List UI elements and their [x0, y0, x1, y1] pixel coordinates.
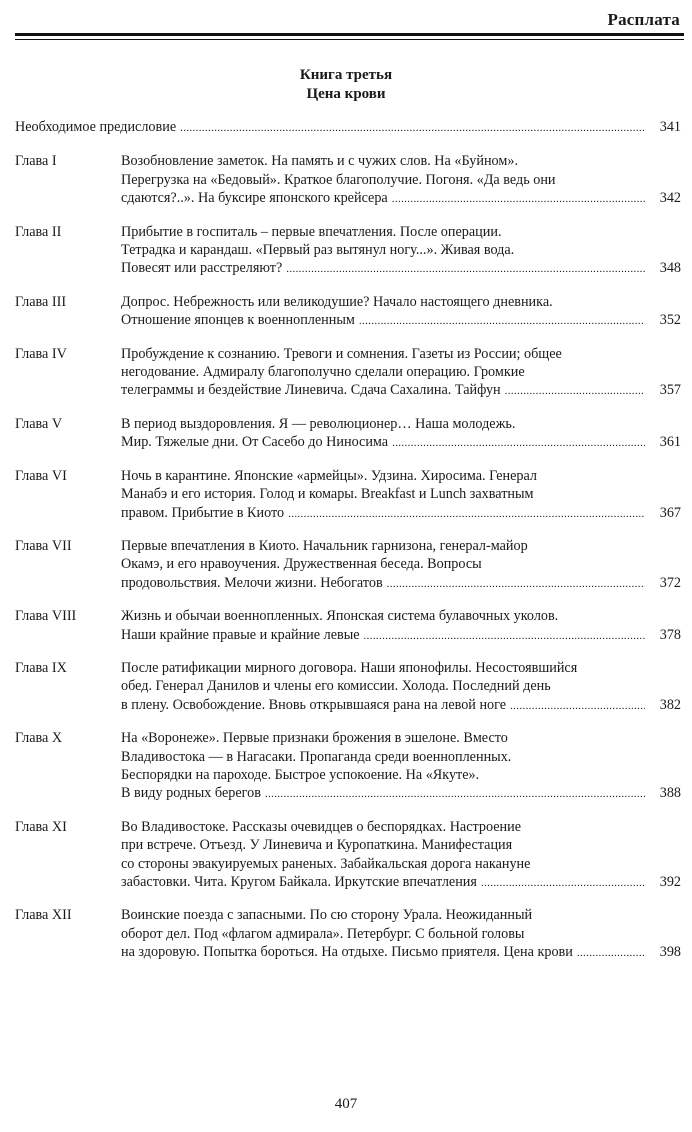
toc-entry-preface — [15, 118, 681, 137]
chapter-summary-line: забастовки. Чита. Кругом Байкала. Иркутские впечатления — [121, 874, 477, 890]
toc-entry-chapter — [15, 345, 681, 401]
chapter-summary-line: Повесят или расстреляют? — [121, 260, 283, 277]
book-number: Книга третья — [299, 67, 393, 83]
chapter-label: Глава XI — [15, 818, 67, 835]
chapter-contents — [121, 818, 681, 893]
chapter-summary-line: Мир. Тяжелые дни. От Сасебо до Ниносима — [121, 434, 389, 451]
book-title: Цена крови — [306, 86, 386, 102]
toc-entry-chapter — [15, 152, 681, 208]
dot-leader — [265, 785, 645, 803]
toc-entry-chapter — [15, 415, 681, 453]
chapter-contents — [121, 729, 681, 804]
chapter-summary-line: После ратификации мирного договора. Наши японофилы. Несостоявшийся — [121, 659, 578, 676]
chapter-summary-line: В период выздоровления. Я — революционер… Наша молодежь. — [121, 415, 516, 432]
chapter-label: Глава XII — [15, 907, 72, 924]
chapter-summary-last-line — [121, 311, 681, 330]
chapter-summary-line: Допрос. Небрежность или великодушие? Начало настоящего дневника. — [121, 293, 553, 310]
chapter-label: Глава I — [15, 153, 57, 170]
chapter-summary-line: оборот дел. Под «флагом адмирала». Петербург. С больной головы — [121, 925, 525, 942]
chapter-summary-last-line — [121, 433, 681, 452]
chapter-summary-line: Ночь в карантине. Японские «армейцы». Удзина. Хиросима. Генерал — [121, 467, 537, 484]
chapter-label: Глава VI — [15, 467, 67, 484]
book-heading — [0, 66, 692, 104]
chapter-summary-last-line — [121, 259, 681, 278]
chapter-page: 367 — [659, 504, 681, 521]
chapter-summary-line: Жизнь и обычаи военнопленных. Японская система булавочных уколов. — [121, 608, 559, 625]
dot-leader — [481, 874, 645, 892]
chapter-contents — [121, 293, 681, 331]
chapter-summary-line: на здоровую. Попытка бороться. На отдыхе. Письмо приятеля. Цена крови — [121, 944, 573, 961]
chapter-summary-line: Во Владивостоке. Рассказы очевидцев о беспорядках. Настроение — [121, 818, 522, 835]
dot-leader — [577, 944, 645, 962]
header-rule-thick — [15, 33, 684, 36]
toc-entry-chapter — [15, 607, 681, 645]
chapter-summary-line: Пробуждение к сознанию. Тревоги и сомнения. Газеты из России; общее — [121, 345, 562, 362]
chapter-contents — [121, 345, 681, 401]
dot-leader — [180, 119, 645, 137]
chapter-label: Глава IV — [15, 345, 67, 362]
chapter-summary-last-line — [121, 784, 681, 803]
chapter-summary-line: в плену. Освобождение. Вновь открывшаяся рана на левой ноге — [121, 696, 507, 713]
toc-entry-chapter — [15, 293, 681, 331]
chapter-page: 372 — [659, 574, 681, 591]
chapter-page: 352 — [659, 312, 681, 329]
chapter-summary-last-line — [121, 504, 681, 523]
chapter-contents — [121, 607, 681, 645]
chapter-summary-last-line — [121, 574, 681, 593]
chapter-contents — [121, 152, 681, 208]
toc-entry-chapter — [15, 818, 681, 893]
dot-leader — [364, 627, 645, 645]
chapter-summary-line: Перегрузка на «Бедовый». Краткое благополучие. Погоня. «Да ведь они — [121, 171, 556, 188]
chapter-page: 398 — [659, 944, 681, 961]
chapter-summary-last-line — [121, 873, 681, 892]
dot-leader — [510, 697, 645, 715]
chapter-label: Глава IX — [15, 659, 67, 676]
chapter-summary-line: В виду родных берегов — [121, 785, 261, 802]
dot-leader — [286, 260, 645, 278]
chapter-summary-line: Манабэ и его история. Голод и комары. Breakfast и Lunch захватным — [121, 486, 534, 503]
toc-entry-chapter — [15, 537, 681, 593]
chapter-summary-line: сдаются?..». На буксире японского крейсера — [121, 190, 388, 207]
chapter-label: Глава II — [15, 223, 62, 240]
chapter-label: Глава III — [15, 293, 67, 310]
preface-title: Необходимое предисловие — [15, 119, 177, 135]
chapter-summary-line: Окамэ, и его нравоучения. Дружественная беседа. Вопросы — [121, 556, 482, 573]
chapter-summary-line: Возобновление заметок. На память и с чужих слов. На «Буйном». — [121, 153, 518, 170]
chapter-page: 361 — [659, 434, 681, 451]
toc-entry-chapter — [15, 906, 681, 962]
chapter-summary-line: Воинские поезда с запасными. По сю сторону Урала. Неожиданный — [121, 907, 533, 924]
chapter-summary-line: негодование. Адмиралу благополучно сделали операцию. Громкие — [121, 364, 525, 381]
chapter-page: 388 — [659, 785, 681, 802]
chapter-summary-last-line — [121, 696, 681, 715]
chapter-page: 392 — [659, 874, 681, 890]
chapter-summary-line: телеграммы и бездействие Линевича. Сдача Сахалина. Тайфун — [121, 382, 501, 399]
chapter-summary-line: со стороны эвакуируемых раненых. Забайкальская дорога накануне — [121, 855, 531, 872]
dot-leader — [392, 434, 645, 452]
chapter-contents — [121, 659, 681, 715]
chapter-summary-line: Первые впечатления в Киото. Начальник гарнизона, генерал-майор — [121, 537, 528, 554]
chapter-summary-line: при встрече. Отъезд. У Линевича и Куропаткина. Манифестация — [121, 837, 513, 854]
chapter-summary-line: Владивостока — в Нагасаки. Пропаганда среди военнопленных. — [121, 748, 512, 765]
chapter-summary-last-line — [121, 381, 681, 400]
header-rule-thin — [15, 39, 684, 40]
toc-entry-chapter — [15, 729, 681, 804]
chapter-page: 378 — [659, 626, 681, 643]
chapter-label: Глава VIII — [15, 608, 77, 625]
chapter-contents — [121, 415, 681, 453]
table-of-contents — [15, 118, 681, 977]
toc-entry-chapter — [15, 659, 681, 715]
chapter-summary-line: Беспорядки на пароходе. Быстрое успокоение. На «Якуте». — [121, 766, 480, 783]
chapter-page: 348 — [659, 260, 681, 277]
chapter-label: Глава X — [15, 730, 63, 747]
chapter-label: Глава VII — [15, 537, 72, 554]
preface-page: 341 — [659, 119, 681, 135]
chapter-summary-line: продовольствия. Мелочи жизни. Небогатов — [121, 574, 383, 591]
chapter-summary-last-line — [121, 626, 681, 645]
chapter-summary-line: На «Воронеже». Первые признаки брожения в эшелоне. Вместо — [121, 730, 508, 747]
chapter-contents — [121, 906, 681, 962]
chapter-summary-last-line — [121, 189, 681, 208]
dot-leader — [387, 575, 645, 593]
chapter-page: 342 — [659, 190, 681, 207]
chapter-summary-last-line — [121, 943, 681, 962]
chapter-summary-line: правом. Прибытие в Киото — [121, 504, 285, 521]
dot-leader — [505, 382, 645, 400]
page-number: 407 — [334, 1096, 358, 1112]
chapter-summary-line: обед. Генерал Данилов и члены его комиссии. Холода. Последний день — [121, 678, 551, 695]
dot-leader — [288, 505, 645, 523]
dot-leader — [392, 190, 645, 208]
chapter-summary-line: Тетрадка и карандаш. «Первый раз вытянул ногу...». Живая вода. — [121, 242, 515, 259]
chapter-page: 382 — [659, 696, 681, 713]
toc-entry-chapter — [15, 467, 681, 523]
chapter-page: 357 — [659, 382, 681, 399]
chapter-summary-line: Прибытие в госпиталь – первые впечатления. После операции. — [121, 223, 502, 240]
header-title: Расплата — [607, 10, 680, 29]
chapter-summary-line: Наши крайние правые и крайние левые — [121, 626, 360, 643]
chapter-contents — [121, 223, 681, 279]
chapter-contents — [121, 467, 681, 523]
dot-leader — [359, 312, 645, 330]
chapter-summary-line: Отношение японцев к военнопленным — [121, 312, 355, 329]
chapter-contents — [121, 537, 681, 593]
chapter-label: Глава V — [15, 415, 63, 432]
toc-entry-chapter — [15, 223, 681, 279]
